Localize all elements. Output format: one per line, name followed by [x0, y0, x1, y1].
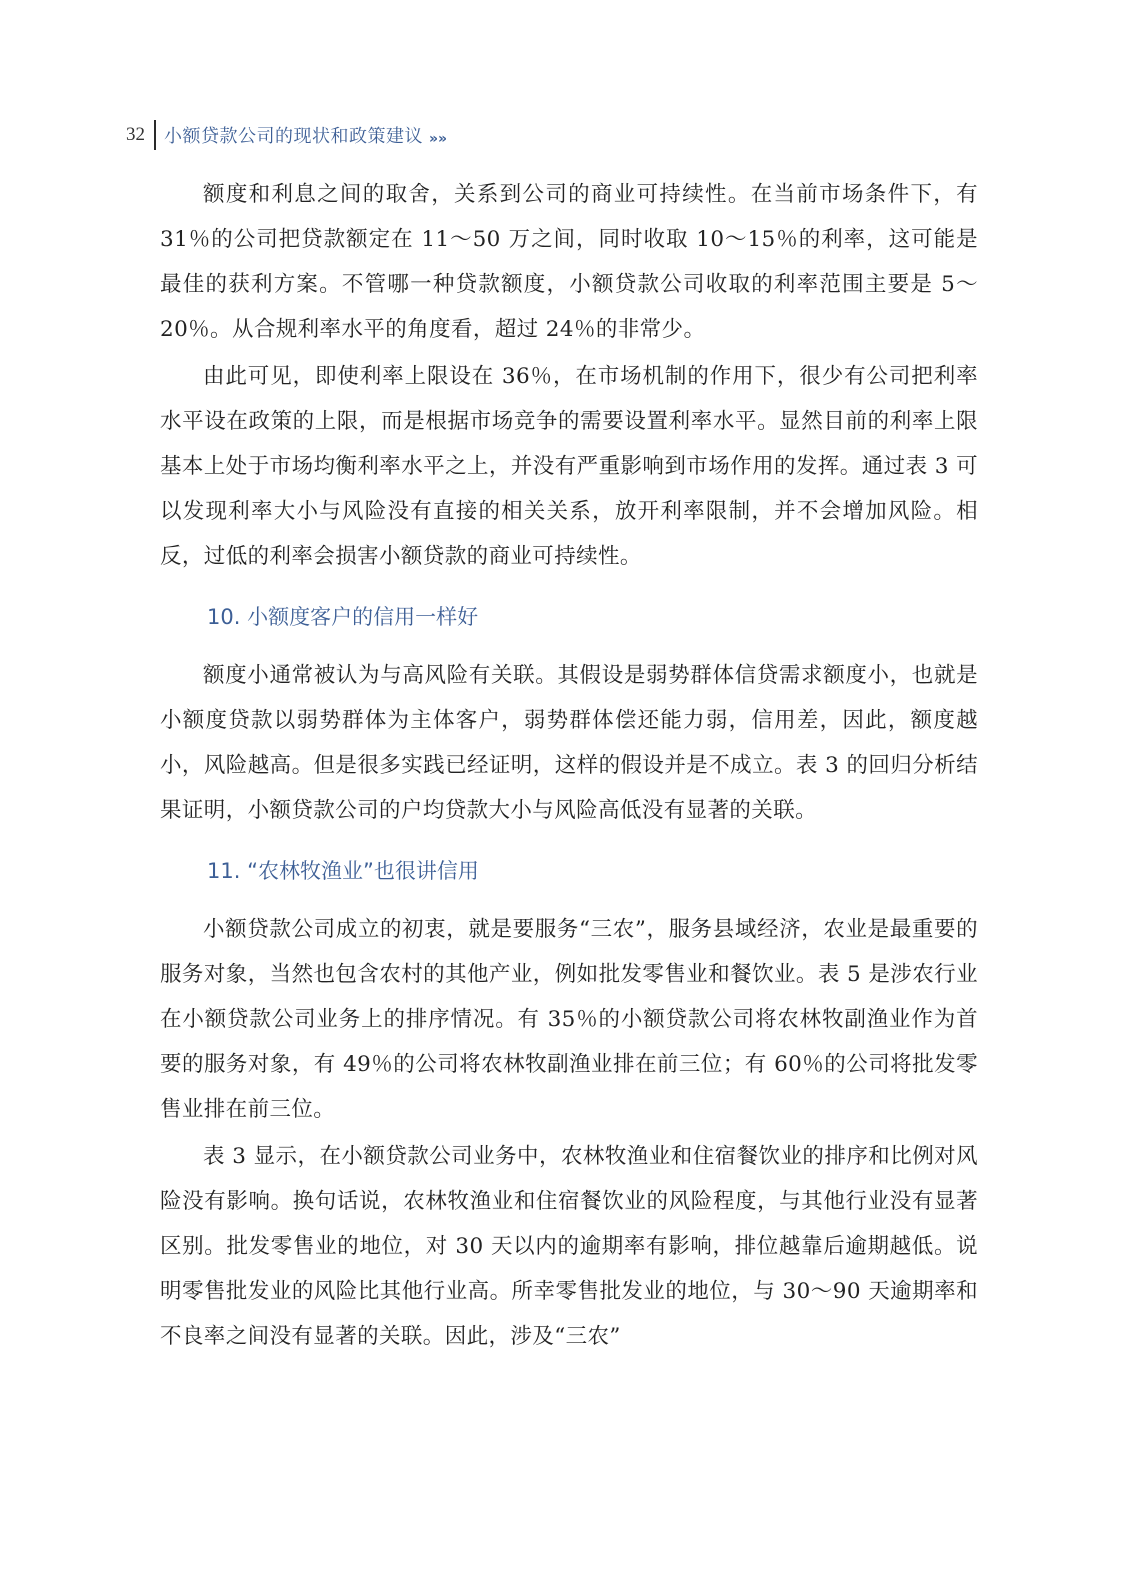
page-number: 32 — [126, 124, 145, 145]
paragraph: 由此可见，即使利率上限设在 36％，在市场机制的作用下，很少有公司把利率水平设在政策的上限，而是根据市场竞争的需要设置利率水平。显然目前的利率上限基本上处于市场均衡利率水平之上，并没有严重影响到市场作用的发挥。通过表 3 可以发现利率大小与风险没有直接的相关关系，放开利率限制，并不会增加风险。相反，过低的利率会损害小额贷款的商业可持续性。 — [160, 364, 978, 569]
paragraph: 小额贷款公司成立的初衷，就是要服务“三农”，服务县域经济，农业是最重要的服务对象，当然也包含农村的其他产业，例如批发零售业和餐饮业。表 5 是涉农行业在小额贷款公司业务上的排序情况。有 35％的小额贷款公司将农林牧副渔业作为首要的服务对象，有 49％的公司将农林牧副渔业排在前三位；有 60％的公司将批发零售业排在前三位。 — [160, 917, 978, 1122]
paragraph: 额度小通常被认为与高风险有关联。其假设是弱势群体信贷需求额度小，也就是小额度贷款以弱势群体为主体客户，弱势群体偿还能力弱，信用差，因此，额度越小，风险越高。但是很多实践已经证明，这样的假设并是不成立。表 3 的回归分析结果证明，小额贷款公司的户均贷款大小与风险高低没有显著的关联。 — [160, 663, 978, 823]
paragraph: 表 3 显示，在小额贷款公司业务中，农林牧渔业和住宿餐饮业的排序和比例对风险没有影响。换句话说，农林牧渔业和住宿餐饮业的风险程度，与其他行业没有显著区别。批发零售业的地位，对 30 天以内的逾期率有影响，排位越靠后逾期越低。说明零售批发业的风险比其他行业高。所幸零售批发业的地位，与 30～90 天逾期率和不良率之间没有显著的关联。因此，涉及“三农” — [160, 1144, 978, 1349]
paragraph: 额度和利息之间的取舍，关系到公司的商业可持续性。在当前市场条件下，有 31％的公司把贷款额定在 11～50 万之间，同时收取 10～15％的利率，这可能是最佳的获利方案。不管哪一种贷款额度，小额贷款公司收取的利率范围主要是 5～20％。从合规利率水平的角度看，超过 24％的非常少。 — [160, 182, 978, 342]
section-heading: 10. 小额度客户的信用一样好 — [207, 605, 479, 629]
running-header — [126, 118, 447, 152]
chevron-right-icon: »» — [429, 131, 448, 147]
running-header-title: 小额贷款公司的现状和政策建议 — [164, 126, 423, 147]
section-heading: 11. “农林牧渔业”也很讲信用 — [207, 859, 479, 883]
page-body — [160, 172, 978, 1361]
